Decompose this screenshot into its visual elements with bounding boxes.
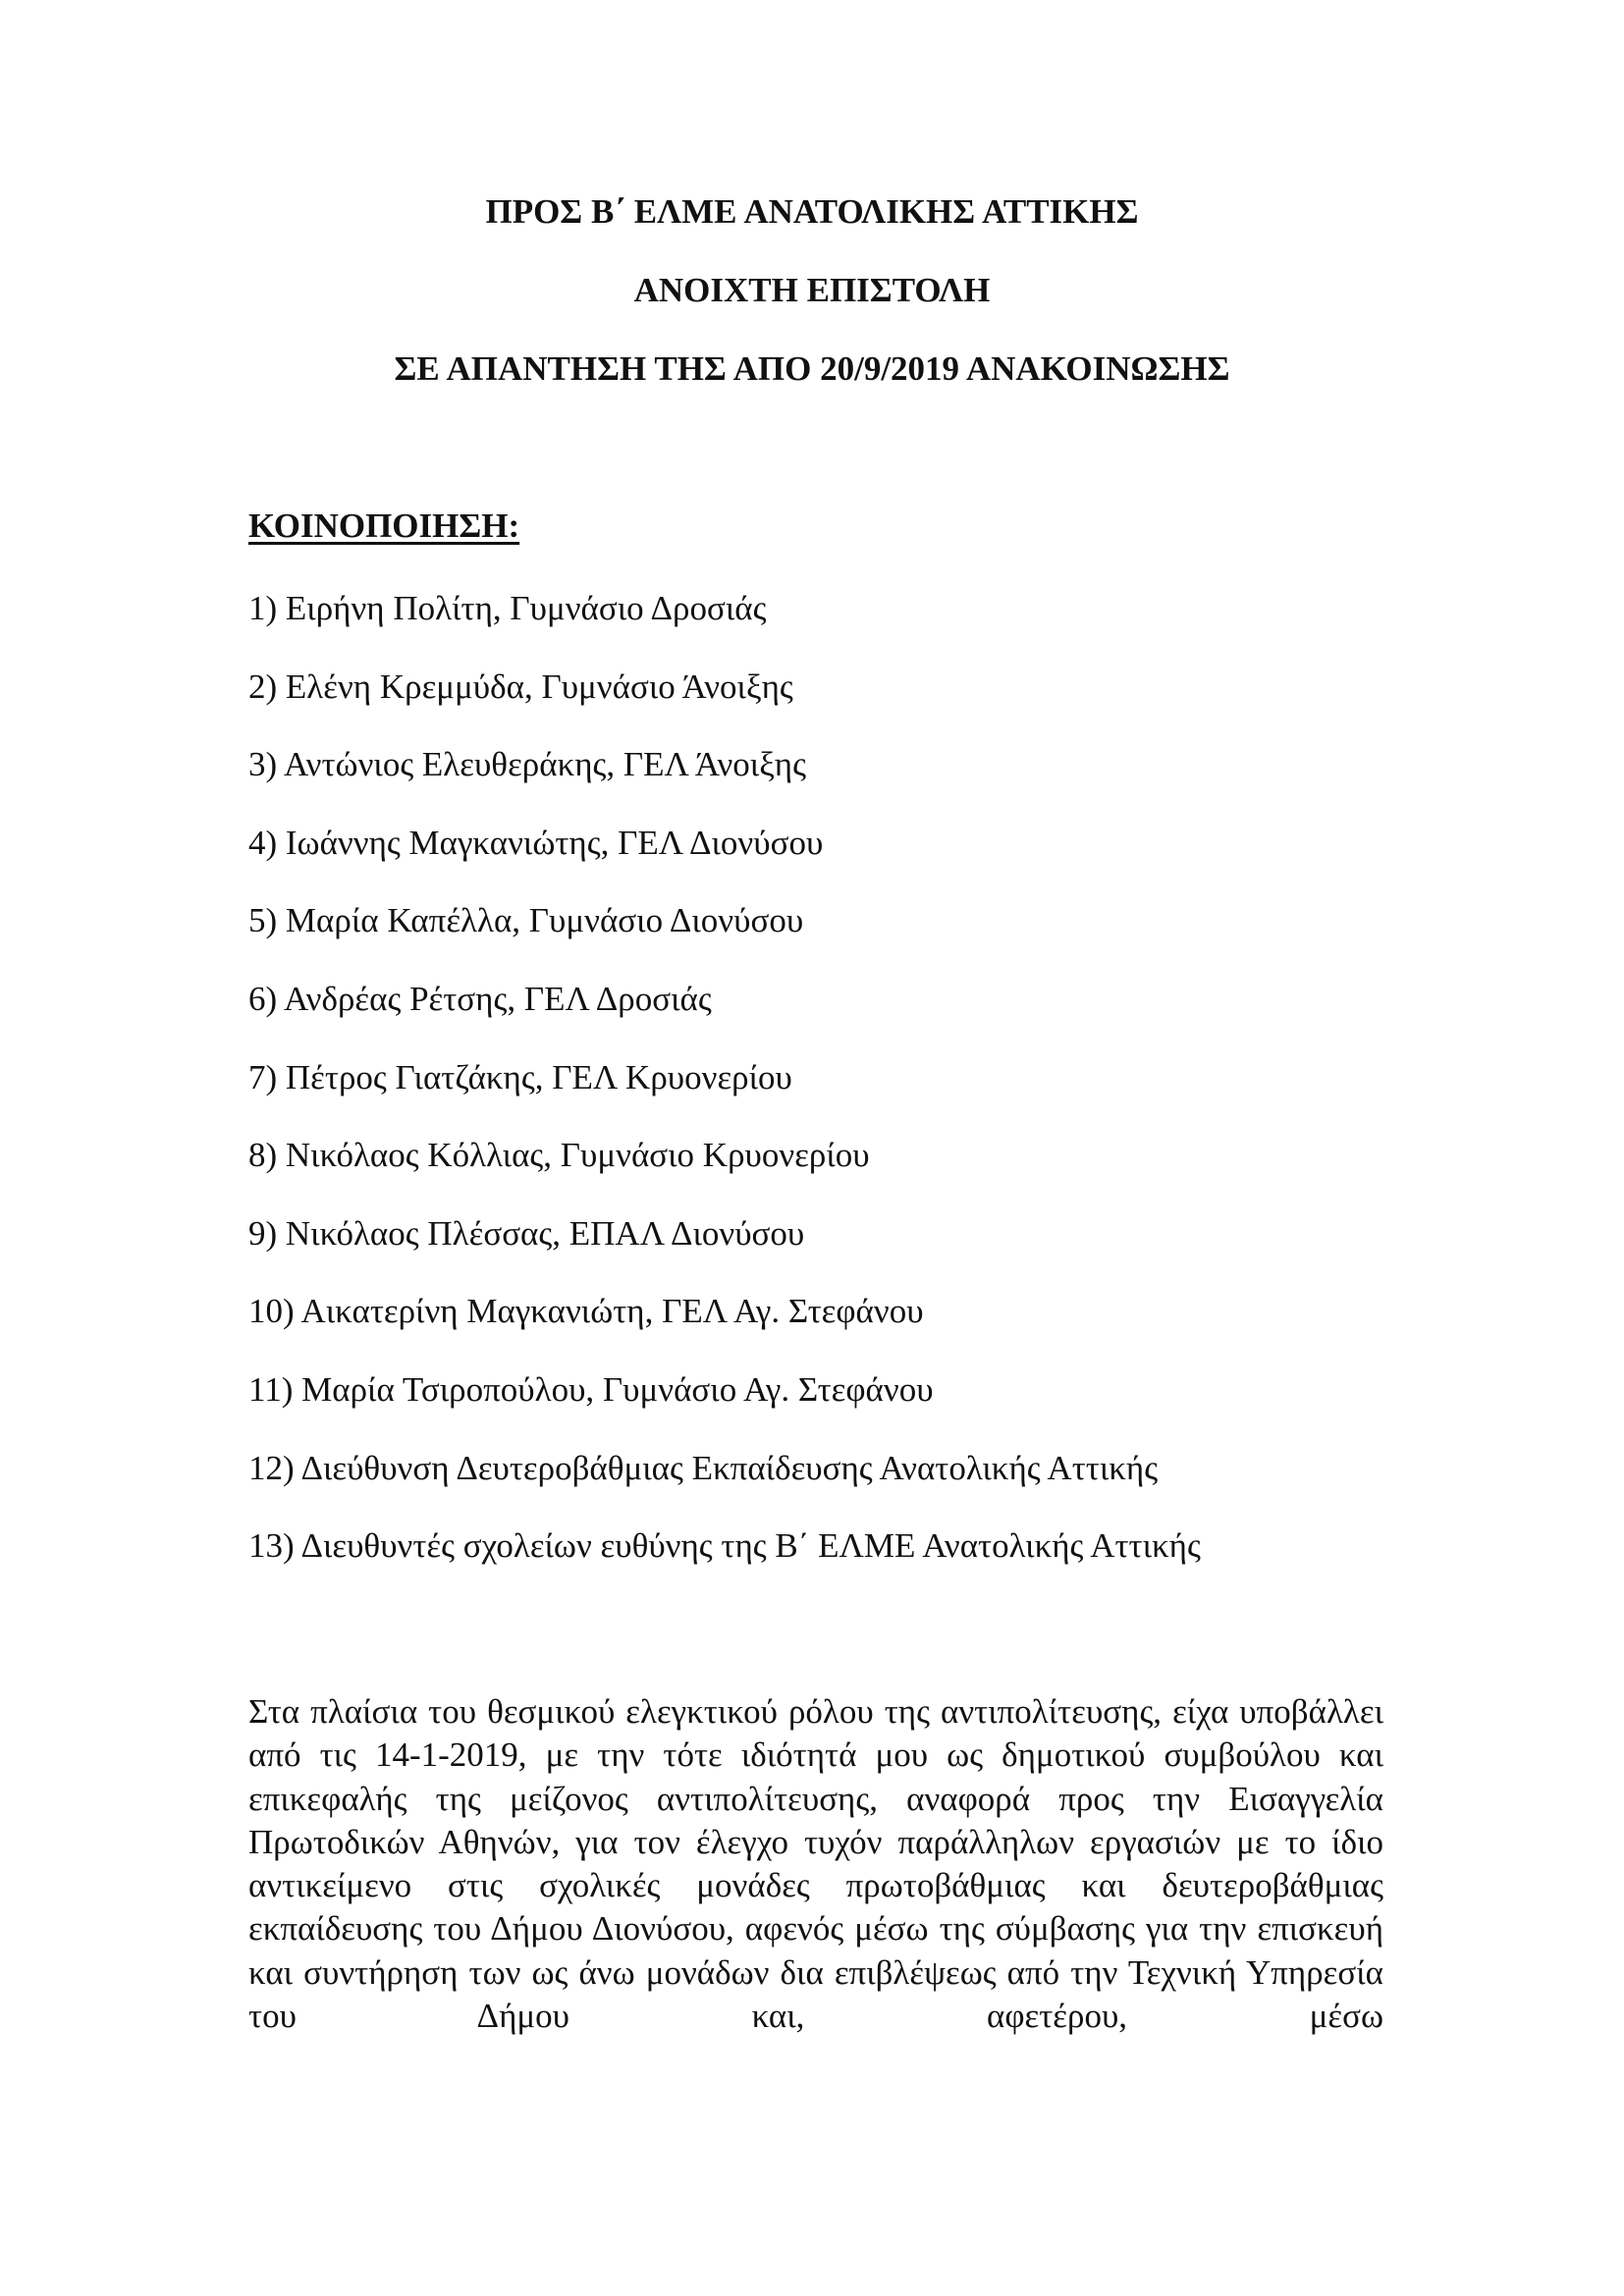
recipient-item: 6) Ανδρέας Ρέτσης, ΓΕΛ Δροσιάς — [248, 979, 712, 1018]
heading-recipient: ΠΡΟΣ Β΄ ΕΛΜΕ ΑΝΑΤΟΛΙΚΗΣ ΑΤΤΙΚΗΣ — [485, 192, 1139, 231]
recipient-item: 12) Διεύθυνση Δευτεροβάθμιας Εκπαίδευσης Ανατολικής Αττικής — [248, 1448, 1159, 1487]
heading-subject: ΣΕ ΑΠΑΝΤΗΣΗ ΤΗΣ ΑΠΟ 20/9/2019 ΑΝΑΚΟΙΝΩΣΗΣ — [394, 349, 1230, 388]
recipient-item: 13) Διευθυντές σχολείων ευθύνης της Β΄ ΕΛΜΕ Ανατολικής Αττικής — [248, 1526, 1201, 1566]
recipient-item: 9) Νικόλαος Πλέσσας, ΕΠΑΛ Διονύσου — [248, 1213, 805, 1253]
recipient-item: 7) Πέτρος Γιατζάκης, ΓΕΛ Κρυονερίου — [248, 1057, 792, 1096]
recipient-item: 10) Αικατερίνη Μαγκανιώτη, ΓΕΛ Αγ. Στεφάνου — [248, 1292, 924, 1331]
letter-heading — [0, 192, 1624, 428]
recipient-item: 2) Ελένη Κρεμμύδα, Γυμνάσιο Άνοιξης — [248, 667, 793, 706]
heading-letter-type: ΑΝΟΙΧΤΗ ΕΠΙΣΤΟΛΗ — [633, 271, 991, 309]
recipient-item: 11) Μαρία Τσιροπούλου, Γυμνάσιο Αγ. Στεφάνου — [248, 1369, 934, 1409]
recipient-item: 8) Νικόλαος Κόλλιας, Γυμνάσιο Κρυονερίου — [248, 1136, 870, 1175]
recipient-list — [248, 589, 1201, 1605]
recipients-label: ΚΟΙΝΟΠΟΙΗΣΗ: — [248, 507, 520, 545]
body-paragraph: Στα πλαίσια του θεσμικού ελεγκτικού ρόλου της αντιπολίτευσης, είχα υποβάλλει από τις 14-1-2019, με την τότε ιδιότητά μου ως δημοτικού συμβούλου και επικεφαλής της μείζονος αντιπολίτευσης, αναφορά προς την Εισαγγελία Πρωτοδικών Αθηνών, για τον έλεγχο τυχόν παράλληλων εργασιών με το ίδιο αντικείμενο στις σχολικές μονάδες πρωτοβάθμιας και δευτεροβάθμιας εκπαίδευσης του Δήμου Διονύσου, αφενός μέσω της σύμβασης για την επισκευή και συντήρηση των ως άνω μονάδων δια επιβλέψεως από την Τεχνική Υπηρεσία του Δήμου και, αφετέρου, μέσω — [248, 1692, 1383, 2036]
recipient-item: 1) Ειρήνη Πολίτη, Γυμνάσιο Δροσιάς — [248, 589, 767, 627]
recipient-item: 4) Ιωάννης Μαγκανιώτης, ΓΕΛ Διονύσου — [248, 823, 824, 862]
recipient-item: 5) Μαρία Καπέλλα, Γυμνάσιο Διονύσου — [248, 901, 804, 940]
recipient-item: 3) Αντώνιος Ελευθεράκης, ΓΕΛ Άνοιξης — [248, 745, 806, 784]
